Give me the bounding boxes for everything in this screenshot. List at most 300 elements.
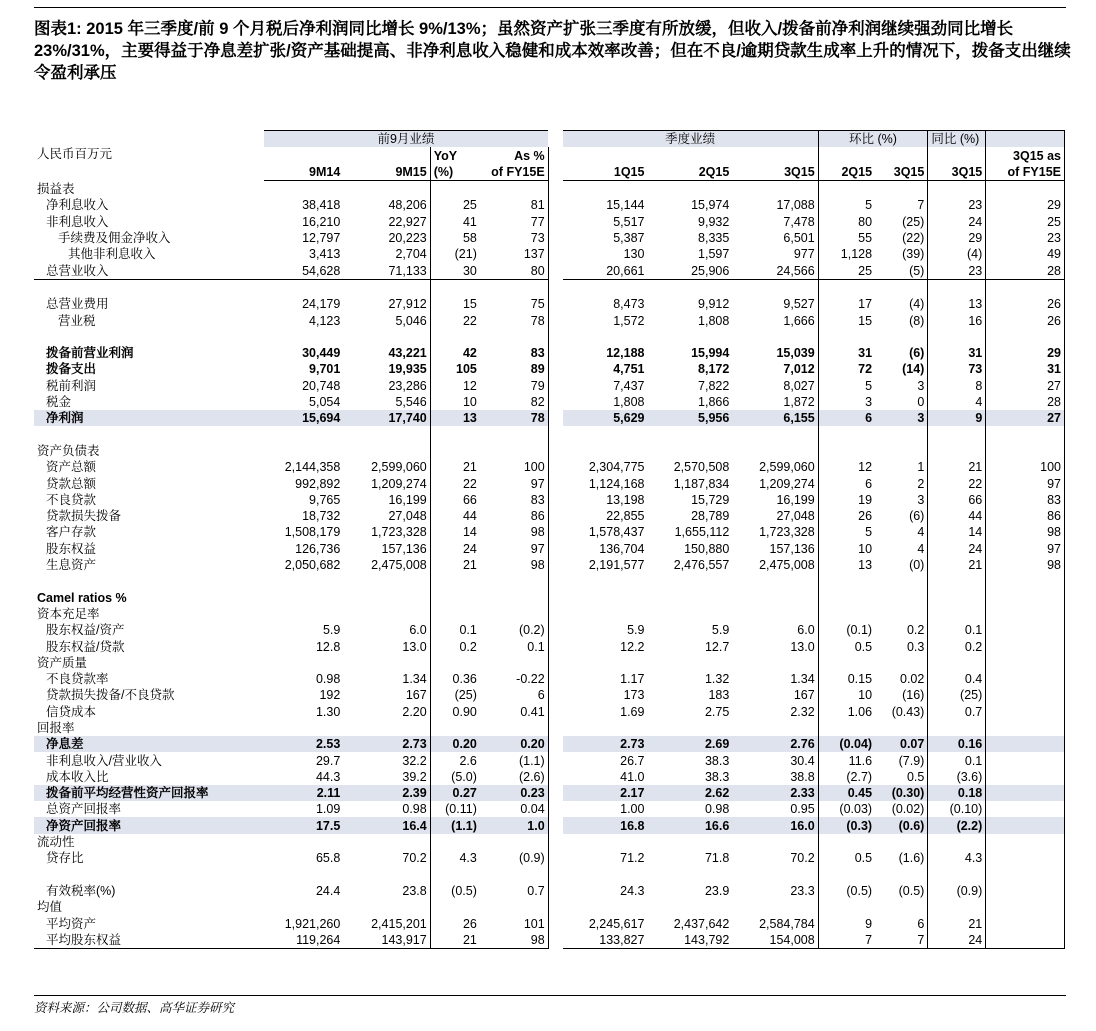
cell-value: 19 — [818, 492, 875, 508]
cell-value — [818, 899, 875, 915]
col-qoq-2q15: 2Q15 — [818, 164, 875, 181]
row-label: 净资产回报率 — [34, 817, 264, 833]
col-qoq-3q15: 3Q15 — [875, 164, 928, 181]
cell-value: 83 — [480, 492, 548, 508]
col-9m15: 9M15 — [343, 164, 430, 181]
row-label: 营业税 — [58, 313, 96, 328]
cell-value — [818, 279, 875, 296]
row-label: 税金 — [46, 395, 72, 410]
table-row — [34, 246, 1065, 262]
cell-value: (0.02) — [875, 801, 928, 817]
cell-value: 2.62 — [647, 785, 732, 801]
cell-value — [647, 573, 732, 589]
cell-value: (0.10) — [928, 801, 986, 817]
cell-value — [647, 834, 732, 850]
cell-value — [818, 443, 875, 459]
cell-value: 21 — [430, 459, 480, 475]
cell-value — [480, 720, 548, 736]
table-row — [34, 932, 1065, 949]
cell-value: 7,822 — [698, 378, 730, 393]
cell-value: 26.7 — [620, 753, 645, 768]
cell-value: 13.0 — [402, 639, 427, 654]
cell-value — [986, 638, 1065, 654]
cell-value — [430, 589, 480, 605]
cell-value: 21 — [928, 557, 986, 573]
cell-value: (2.2) — [928, 817, 986, 833]
cell-value: 1,209,274 — [732, 475, 818, 491]
cell-value — [875, 655, 928, 671]
row-label: 贷款损失拨备/不良贷款 — [46, 688, 175, 703]
cell-value — [563, 443, 648, 459]
cell-value: 2,475,008 — [732, 557, 818, 573]
cell-value — [430, 329, 480, 345]
cell-value: 0.04 — [480, 801, 548, 817]
cell-value — [732, 834, 818, 850]
cell-value: 16.0 — [732, 817, 818, 833]
cell-value — [928, 329, 986, 345]
cell-value: 20,223 — [388, 231, 427, 246]
cell-value: (0.3) — [818, 817, 875, 833]
cell-value: 0.2 — [430, 638, 480, 654]
cell-value — [928, 279, 986, 296]
cell-value: 4.3 — [928, 850, 986, 866]
table-row — [34, 394, 1065, 410]
cell-value — [430, 443, 480, 459]
table-row — [34, 230, 1065, 246]
cell-value: 2.11 — [264, 785, 344, 801]
cell-value: 82 — [480, 394, 548, 410]
cell-value: (16) — [875, 687, 928, 703]
cell-value: 5,629 — [563, 410, 648, 426]
row-label: 手续费及佣金净收入 — [58, 231, 171, 246]
cell-value: 6,155 — [732, 410, 818, 426]
cell-value — [986, 932, 1065, 949]
unit-label: 人民币百万元 — [37, 147, 113, 162]
row-label: 非利息收入 — [46, 214, 109, 229]
cell-value: 15 — [430, 296, 480, 312]
cell-value: 14 — [430, 524, 480, 540]
cell-value — [343, 443, 430, 459]
table-row — [34, 410, 1065, 426]
table-row — [34, 801, 1065, 817]
cell-value: 24.4 — [315, 883, 341, 898]
cell-value: (22) — [875, 230, 928, 246]
cell-value: 22,855 — [606, 509, 645, 524]
cell-value — [875, 606, 928, 622]
cell-value — [430, 180, 480, 197]
cell-value — [875, 279, 928, 296]
cell-value: 2,050,682 — [284, 558, 341, 573]
col-3q15: 3Q15 — [732, 164, 818, 181]
cell-value — [647, 279, 732, 296]
cell-value: 70.2 — [732, 850, 818, 866]
cell-value: 2.69 — [647, 736, 732, 752]
cell-value: 1,808 — [698, 313, 730, 328]
cell-value: (5.0) — [430, 769, 480, 785]
cell-value: 28 — [986, 262, 1065, 279]
cell-value: 71.8 — [704, 851, 730, 866]
cell-value: 23.3 — [732, 883, 818, 899]
cell-value: 66 — [928, 492, 986, 508]
cell-value: 167 — [405, 688, 427, 703]
cell-value — [430, 899, 480, 915]
cell-value: 17,740 — [343, 410, 430, 426]
cell-value: 143,792 — [647, 932, 732, 949]
cell-value: 5 — [818, 524, 875, 540]
cell-value — [732, 589, 818, 605]
last-header-top: 3Q15 as — [986, 147, 1065, 163]
cell-value: 2.53 — [264, 736, 344, 752]
cell-value: 0.5 — [818, 850, 875, 866]
cell-value: 22 — [928, 475, 986, 491]
cell-value: 2.20 — [402, 704, 427, 719]
cell-value: 3 — [875, 377, 928, 393]
cell-value: 105 — [430, 361, 480, 377]
cell-value: 136,704 — [599, 541, 645, 556]
cell-value: 20,748 — [302, 378, 341, 393]
cell-value — [986, 180, 1065, 197]
cell-value: 2,304,775 — [588, 460, 645, 475]
row-label: 资产负债表 — [37, 443, 100, 458]
cell-value: 98 — [986, 557, 1065, 573]
cell-value — [264, 866, 344, 882]
cell-value: 22 — [430, 475, 480, 491]
cell-value: 23 — [928, 262, 986, 279]
cell-value: 2.73 — [343, 736, 430, 752]
cell-value — [875, 589, 928, 605]
cell-value — [264, 655, 344, 671]
cell-value: 2 — [875, 475, 928, 491]
cell-value — [264, 279, 344, 296]
cell-value: 9,932 — [698, 214, 730, 229]
section-row — [34, 899, 1065, 915]
cell-value: 58 — [430, 230, 480, 246]
cell-value: 1.69 — [620, 704, 645, 719]
cell-value: 77 — [480, 213, 548, 229]
cell-value: 13 — [928, 296, 986, 312]
table-row — [34, 769, 1065, 785]
cell-value — [818, 655, 875, 671]
cell-value: 26 — [430, 915, 480, 931]
cell-value: 29 — [986, 345, 1065, 361]
cell-value — [264, 443, 344, 459]
header-empty — [34, 131, 264, 148]
cell-value: 0.98 — [315, 672, 341, 687]
table-row — [34, 377, 1065, 393]
table-row — [34, 197, 1065, 213]
cell-value: 7,478 — [732, 213, 818, 229]
cell-value — [480, 834, 548, 850]
table-row — [34, 296, 1065, 312]
cell-value — [430, 606, 480, 622]
cell-value — [928, 443, 986, 459]
table-row — [34, 817, 1065, 833]
cell-value — [986, 426, 1065, 442]
cell-value: 19,935 — [388, 362, 427, 377]
cell-value: 0.7 — [928, 703, 986, 719]
cell-value: 192 — [319, 688, 341, 703]
cell-value: (5) — [875, 262, 928, 279]
cell-value: 2.6 — [430, 752, 480, 768]
cell-value — [875, 834, 928, 850]
table-header — [34, 131, 1065, 181]
spacer-row — [34, 426, 1065, 442]
cell-value: 2,599,060 — [732, 459, 818, 475]
cell-value: 2,475,008 — [371, 558, 427, 573]
cell-value: 16 — [928, 312, 986, 328]
cell-value: 9,527 — [732, 296, 818, 312]
table-row — [34, 850, 1065, 866]
row-label: 总营业费用 — [46, 297, 109, 312]
cell-value: (0.5) — [818, 883, 875, 899]
cell-value: 4 — [928, 394, 986, 410]
cell-value: 0.36 — [430, 671, 480, 687]
cell-value — [818, 866, 875, 882]
cell-value: 1.0 — [480, 817, 548, 833]
cell-value — [430, 655, 480, 671]
cell-value — [986, 687, 1065, 703]
cell-value: 167 — [732, 687, 818, 703]
cell-value — [480, 443, 548, 459]
cell-value — [732, 606, 818, 622]
cell-value — [480, 279, 548, 296]
cell-value: 18,732 — [302, 509, 341, 524]
cell-value — [986, 866, 1065, 882]
cell-value: 8,335 — [698, 231, 730, 246]
cell-value: 133,827 — [563, 932, 648, 949]
cell-value: 0.2 — [928, 638, 986, 654]
cell-value — [343, 655, 430, 671]
cell-value: 5,956 — [647, 410, 732, 426]
cell-value: 27,048 — [388, 509, 427, 524]
cell-value — [875, 426, 928, 442]
cell-value — [986, 573, 1065, 589]
cell-value: 97 — [480, 475, 548, 491]
cell-value: 23 — [928, 197, 986, 213]
cell-value — [480, 180, 548, 197]
cell-value: 17 — [818, 296, 875, 312]
cell-value: 44 — [928, 508, 986, 524]
cell-value: 83 — [986, 492, 1065, 508]
cell-value: 12,188 — [606, 346, 645, 361]
cell-value: 2.17 — [563, 785, 648, 801]
cell-value — [732, 720, 818, 736]
cell-value: 2,570,508 — [673, 460, 730, 475]
cell-value: 12 — [430, 377, 480, 393]
cell-value — [818, 426, 875, 442]
spacer-row — [34, 329, 1065, 345]
cell-value: 1,128 — [818, 246, 875, 262]
cell-value — [264, 589, 344, 605]
cell-value: 38.8 — [732, 769, 818, 785]
spacer-row — [34, 866, 1065, 882]
cell-value — [343, 426, 430, 442]
cell-value: 16.8 — [563, 817, 648, 833]
cell-value: 48,206 — [388, 198, 427, 213]
cell-value: (0.43) — [875, 703, 928, 719]
cell-value — [732, 866, 818, 882]
cell-value: 1,124,168 — [588, 476, 645, 491]
cell-value: (7.9) — [875, 752, 928, 768]
cell-value: 150,880 — [684, 541, 730, 556]
cell-value: 0.20 — [480, 736, 548, 752]
cell-value — [986, 769, 1065, 785]
financial-table — [34, 130, 1065, 949]
cell-value — [818, 606, 875, 622]
table-row — [34, 638, 1065, 654]
cell-value: 100 — [480, 459, 548, 475]
cell-value: (0.6) — [875, 817, 928, 833]
cell-value: 6 — [818, 410, 875, 426]
row-label: 信贷成本 — [46, 704, 97, 719]
cell-value: 15 — [818, 312, 875, 328]
cell-value: 25 — [430, 197, 480, 213]
cell-value: 29 — [928, 230, 986, 246]
cell-value: 0.98 — [402, 802, 427, 817]
cell-value: (8) — [875, 312, 928, 328]
cell-value: 6 — [818, 475, 875, 491]
cell-value: 5.9 — [322, 623, 341, 638]
table-row — [34, 459, 1065, 475]
cell-value: 98 — [480, 557, 548, 573]
cell-value: 29 — [986, 197, 1065, 213]
cell-value: 2,191,577 — [588, 558, 645, 573]
cell-value — [647, 720, 732, 736]
cell-value: 49 — [986, 246, 1065, 262]
cell-value — [480, 329, 548, 345]
cell-value: 97 — [480, 540, 548, 556]
cell-value: 2,144,358 — [284, 460, 341, 475]
cell-value: 0.20 — [430, 736, 480, 752]
cell-value: 81 — [480, 197, 548, 213]
cell-value: 16,199 — [732, 492, 818, 508]
col-2q15: 2Q15 — [647, 164, 732, 181]
cell-value: 25,906 — [647, 262, 732, 279]
cell-value — [875, 443, 928, 459]
cell-value — [343, 589, 430, 605]
cell-value: 97 — [986, 540, 1065, 556]
cell-value: 7,012 — [732, 361, 818, 377]
cell-value: 0.1 — [928, 622, 986, 638]
cell-value: 24 — [928, 540, 986, 556]
cell-value: (1.1) — [430, 817, 480, 833]
table-row — [34, 752, 1065, 768]
cell-value — [264, 834, 344, 850]
cell-value: 0.1 — [928, 752, 986, 768]
yoy-header-bottom: (%) — [430, 164, 480, 181]
cell-value: (0.2) — [480, 622, 548, 638]
cell-value: 1,808 — [613, 395, 645, 410]
row-label: 非利息收入/营业收入 — [46, 753, 162, 768]
cell-value: 1.30 — [315, 704, 341, 719]
row-label — [34, 866, 264, 882]
cell-value: 0.7 — [480, 883, 548, 899]
cell-value: 7 — [875, 932, 928, 949]
cell-value: 22 — [430, 312, 480, 328]
cell-value: 1.34 — [402, 672, 427, 687]
cell-value: 44.3 — [315, 769, 341, 784]
cell-value: 5,387 — [613, 231, 645, 246]
cell-value: 2,584,784 — [732, 915, 818, 931]
table-row — [34, 540, 1065, 556]
cell-value: 0 — [875, 394, 928, 410]
cell-value — [647, 589, 732, 605]
row-label: 平均资产 — [46, 916, 97, 931]
yoy-header-top: YoY — [430, 147, 480, 163]
cell-value: 1,578,437 — [588, 525, 645, 540]
cell-value: 130 — [623, 247, 645, 262]
cell-value: 4,751 — [613, 362, 645, 377]
group-quarterly: 季度业绩 — [563, 131, 819, 148]
cell-value: 27 — [986, 410, 1065, 426]
cell-value: (0.11) — [430, 801, 480, 817]
cell-value — [343, 573, 430, 589]
cell-value — [986, 834, 1065, 850]
cell-value — [480, 426, 548, 442]
cell-value: 72 — [818, 361, 875, 377]
cell-value — [928, 655, 986, 671]
cell-value — [563, 899, 648, 915]
row-label: 贷款总额 — [46, 476, 97, 491]
cell-value: 10 — [818, 687, 875, 703]
cell-value — [818, 720, 875, 736]
cell-value: 2.32 — [732, 703, 818, 719]
cell-value: 10 — [818, 540, 875, 556]
cell-value: 126,736 — [295, 541, 341, 556]
cell-value: 0.2 — [875, 622, 928, 638]
cell-value: 38.3 — [704, 753, 730, 768]
cell-value — [986, 655, 1065, 671]
cell-value: 1,597 — [698, 247, 730, 262]
cell-value — [343, 180, 430, 197]
cell-value: 6 — [875, 915, 928, 931]
cell-value — [563, 720, 648, 736]
row-label — [34, 329, 264, 345]
row-label: 净利息收入 — [46, 198, 109, 213]
cell-value: 8 — [928, 377, 986, 393]
cell-value: 15,729 — [691, 492, 730, 507]
cell-value: (0.03) — [818, 801, 875, 817]
table-row — [34, 557, 1065, 573]
cell-value: 75 — [480, 296, 548, 312]
cell-value — [563, 279, 648, 296]
cell-value: 24.3 — [620, 883, 645, 898]
cell-value: 43,221 — [388, 346, 427, 361]
cell-value: 0.45 — [818, 785, 875, 801]
cell-value — [480, 606, 548, 622]
cell-value — [480, 655, 548, 671]
cell-value — [928, 720, 986, 736]
section-row — [34, 834, 1065, 850]
cell-value: 0.15 — [818, 671, 875, 687]
cell-value — [986, 606, 1065, 622]
cell-value: 30 — [430, 262, 480, 279]
cell-value: 10 — [430, 394, 480, 410]
cell-value — [875, 573, 928, 589]
cell-value: 119,264 — [264, 932, 344, 949]
cell-value — [480, 866, 548, 882]
cell-value: 97 — [986, 475, 1065, 491]
cell-value — [647, 655, 732, 671]
row-label: 税前利润 — [46, 378, 97, 393]
cell-value: 16,210 — [302, 214, 341, 229]
cell-value — [732, 329, 818, 345]
last-header-bottom: of FY15E — [986, 164, 1065, 181]
cell-value: 38.3 — [704, 769, 730, 784]
cell-value: 27 — [986, 377, 1065, 393]
cell-value: 80 — [480, 262, 548, 279]
row-label: 回报率 — [37, 720, 75, 735]
